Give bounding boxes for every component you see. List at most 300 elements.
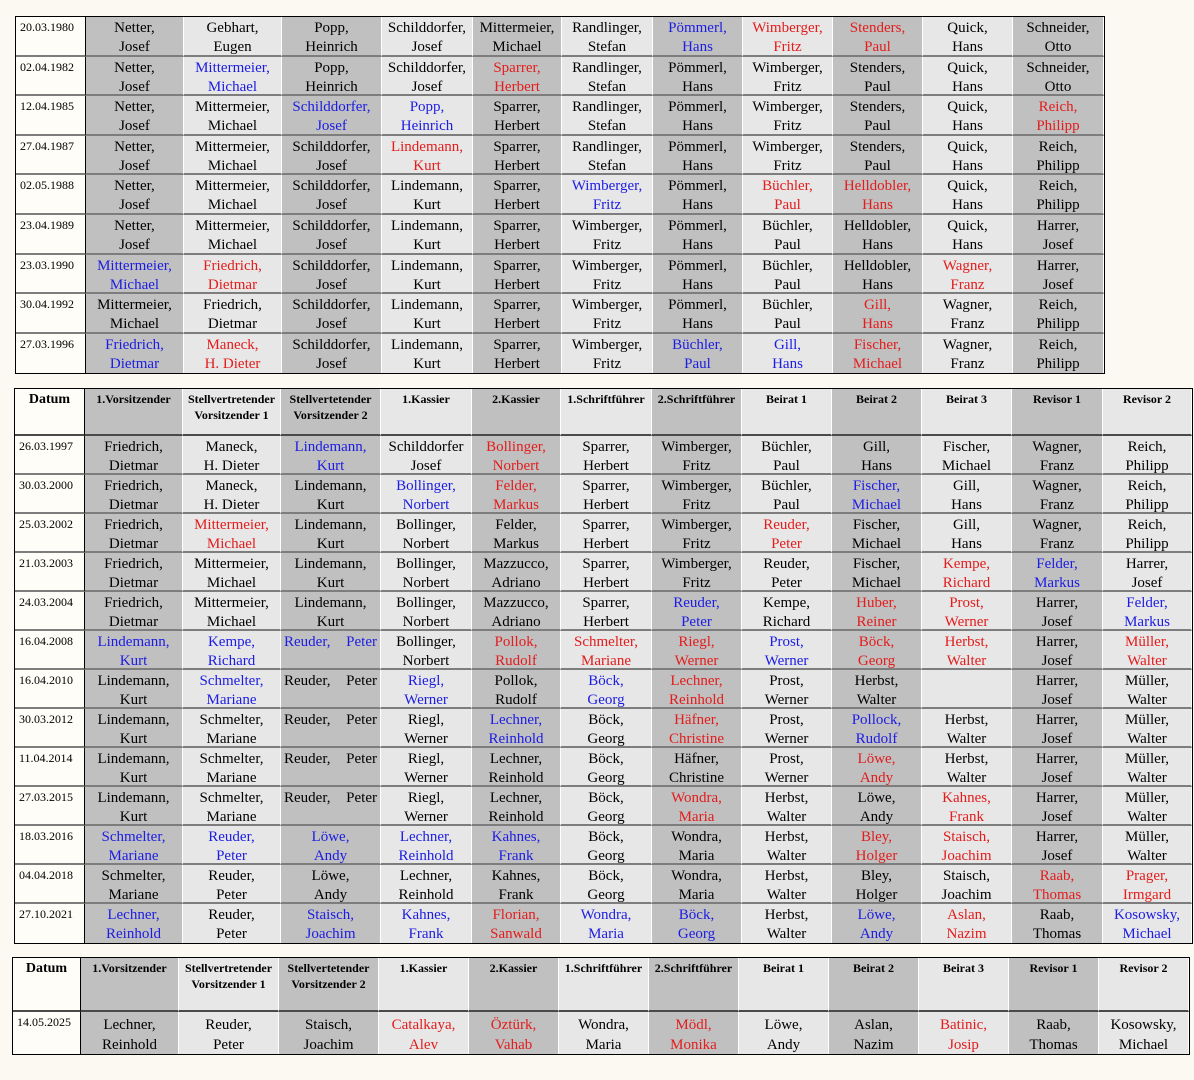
member-surname: Reuder, <box>284 712 331 728</box>
member-surname: Lindemann, <box>390 138 464 155</box>
member-firstname: Franz <box>950 355 985 372</box>
member-firstname: H. Dieter <box>203 497 260 513</box>
member-cell <box>653 17 743 57</box>
member-surname: Popp, <box>409 99 445 116</box>
member-surname: Bollinger, <box>396 556 456 572</box>
member-cell <box>562 294 653 334</box>
member-surname: Lindemann, <box>294 556 367 572</box>
header-row <box>13 958 1189 1012</box>
member-firstname: Maria <box>588 926 624 942</box>
member-cell <box>653 175 743 215</box>
column-header <box>472 389 561 436</box>
member-firstname: Herbert <box>494 157 540 174</box>
member-cell <box>379 1012 469 1054</box>
member-firstname: Herbert <box>494 118 540 135</box>
member-firstname: Frank <box>949 809 984 825</box>
member-cell <box>562 215 653 255</box>
member-surname: Riegl, <box>678 634 715 650</box>
member-cell <box>382 96 473 136</box>
member-firstname: Norbert <box>492 458 540 474</box>
member-surname: Staisch, <box>942 829 991 845</box>
member-firstname: Josef <box>316 355 347 372</box>
member-firstname: Josef <box>316 236 347 253</box>
member-surname: Löwe, <box>857 790 896 806</box>
member-firstname: Werner <box>404 770 448 786</box>
member-surname: Schilddorfer, <box>292 217 371 234</box>
member-surname: Lindemann, <box>390 297 464 314</box>
member-surname: Böck, <box>588 712 624 728</box>
member-cell <box>85 748 183 787</box>
member-firstname: Heinrich <box>305 39 358 55</box>
member-cell <box>1012 553 1103 592</box>
member-surname: Sparrer, <box>582 439 630 455</box>
member-cell <box>832 436 922 475</box>
column-header-label: 1.Vorsitzender <box>92 961 167 975</box>
member-surname: Friedrich, <box>105 336 164 353</box>
member-surname: Staisch, <box>304 1017 353 1033</box>
member-cell <box>1013 17 1104 57</box>
member-surname: Schilddorfer, <box>387 20 467 36</box>
date-cell: 30.03.2000 <box>15 475 85 514</box>
member-firstname: Michael <box>207 78 258 95</box>
member-cell <box>469 1012 559 1054</box>
member-firstname: Dietmar <box>108 497 159 513</box>
member-firstname: Andy <box>313 887 348 903</box>
member-firstname: Adriano <box>491 575 541 591</box>
member-firstname: Josef <box>119 118 150 135</box>
member-cell <box>1012 631 1103 670</box>
member-surname: Wagner, <box>942 336 993 353</box>
member-cell <box>472 787 561 826</box>
member-firstname: Franz <box>1039 497 1075 513</box>
member-firstname: Peter <box>216 926 247 942</box>
member-surname: Helldobler, <box>843 257 912 274</box>
member-surname: Quick, <box>947 20 988 36</box>
member-cell <box>85 592 183 631</box>
member-surname: Öztürk, <box>490 1017 537 1033</box>
member-surname: Gill, <box>863 297 892 314</box>
member-surname: Wimberger, <box>661 556 732 572</box>
member-surname: Kahnes, <box>942 790 991 806</box>
member-surname: Lechner, <box>399 868 453 884</box>
member-firstname: Michael <box>207 197 258 214</box>
member-cell <box>279 1012 379 1054</box>
date-cell: 23.04.1989 <box>16 215 86 255</box>
member-surname: Sparrer, <box>493 178 541 195</box>
member-firstname: Dietmar <box>108 536 159 552</box>
member-firstname: Michael <box>207 118 258 135</box>
member-surname: Quick, <box>947 59 988 76</box>
member-cell <box>833 17 923 57</box>
member-cell <box>832 709 922 748</box>
board-table-1997-2021 <box>14 388 1193 944</box>
member-firstname: Josip <box>948 1037 979 1053</box>
member-firstname: Peter <box>346 751 377 767</box>
column-header <box>652 389 742 436</box>
member-cell <box>381 748 472 787</box>
member-cell <box>472 670 561 709</box>
member-surname: Herbst, <box>764 790 809 806</box>
member-surname: Herbst, <box>764 907 809 923</box>
table-row <box>16 255 1104 295</box>
member-cell <box>282 294 382 334</box>
member-surname: Lindemann, <box>97 712 170 728</box>
member-surname: Reuder, <box>763 556 810 572</box>
member-surname: Quick, <box>947 99 988 116</box>
member-firstname: Irmgard <box>1122 887 1172 903</box>
member-cell <box>282 334 382 374</box>
member-surname: Büchler, <box>762 178 813 195</box>
member-firstname: Fritz <box>592 316 622 333</box>
date-cell: 11.04.2014 <box>15 748 85 787</box>
member-firstname: Fritz <box>592 355 622 372</box>
member-firstname: Hans <box>952 236 983 253</box>
member-cell <box>923 57 1013 97</box>
member-surname: Lechner, <box>670 673 723 689</box>
member-surname: Schilddorfer, <box>292 178 371 195</box>
member-surname: Lindemann, <box>390 257 464 274</box>
member-cell <box>561 553 652 592</box>
member-firstname: Andy <box>766 1037 801 1053</box>
member-surname: Reuder, <box>763 517 810 533</box>
column-header <box>561 389 652 436</box>
member-firstname: Peter <box>346 673 377 689</box>
member-surname: Felder, <box>495 517 537 533</box>
member-surname: Mittermeier, <box>194 595 269 611</box>
member-surname: Maneck, <box>205 478 258 494</box>
member-cell <box>1009 1012 1099 1054</box>
member-surname: Reuder, <box>284 790 331 806</box>
member-surname: Aslan, <box>947 907 986 923</box>
member-cell <box>652 592 742 631</box>
member-cell <box>561 631 652 670</box>
member-firstname: Otto <box>1044 78 1072 95</box>
column-header-label: Revisor 2 <box>1122 392 1172 406</box>
member-firstname: Peter <box>216 887 247 903</box>
member-surname: Häfner, <box>674 751 719 767</box>
member-cell <box>281 631 381 670</box>
member-firstname: Mariane <box>581 653 631 669</box>
member-firstname: Josef <box>119 39 150 55</box>
member-firstname: Werner <box>404 731 448 747</box>
member-firstname: Walter <box>1127 770 1167 786</box>
member-firstname: Fritz <box>592 236 622 253</box>
table-row <box>15 514 1192 553</box>
member-firstname: Kurt <box>413 276 441 293</box>
member-cell <box>1103 475 1192 514</box>
member-firstname: Michael <box>941 458 992 474</box>
member-cell <box>473 96 562 136</box>
member-firstname: Herbert <box>494 78 540 95</box>
member-surname: Pollok, <box>494 634 538 650</box>
column-header <box>469 958 559 1012</box>
member-cell <box>832 631 922 670</box>
member-surname: Lindemann, <box>390 336 464 353</box>
member-cell <box>381 865 472 904</box>
member-cell <box>561 709 652 748</box>
date-cell: 27.04.1987 <box>16 136 86 176</box>
member-cell <box>923 175 1013 215</box>
member-firstname: Philipp <box>1036 355 1080 372</box>
member-firstname: Josef <box>119 197 150 214</box>
member-firstname: Norbert <box>402 536 450 552</box>
member-cell <box>85 631 183 670</box>
member-surname: Lindemann, <box>294 478 367 494</box>
member-firstname: Stefan <box>587 78 627 95</box>
member-cell <box>85 904 183 943</box>
member-firstname: Paul <box>684 355 711 372</box>
member-firstname: Dietmar <box>108 458 159 474</box>
member-surname: Wondra, <box>671 790 722 806</box>
table-row <box>15 670 1192 709</box>
member-firstname: Frank <box>498 887 534 903</box>
member-firstname: Norbert <box>402 653 450 669</box>
column-header-label: 1.Schriftführer <box>567 392 645 406</box>
member-cell <box>923 334 1013 374</box>
member-firstname: Reinhold <box>488 731 544 747</box>
member-cell <box>183 904 281 943</box>
member-surname: Löwe, <box>311 868 350 884</box>
member-surname: Reich, <box>1038 99 1078 116</box>
member-surname: Böck, <box>588 829 624 845</box>
member-surname: Pömmerl, <box>668 217 727 234</box>
member-firstname: Franz <box>1039 458 1075 474</box>
member-surname: Wimberger, <box>752 138 823 155</box>
member-surname: Popp, <box>314 20 349 36</box>
member-cell <box>1012 592 1103 631</box>
table-row <box>15 787 1192 826</box>
member-surname: Wagner, <box>1032 478 1082 494</box>
column-header-label: Revisor 1 <box>1029 961 1078 975</box>
member-cell <box>653 334 743 374</box>
member-cell <box>473 136 562 176</box>
member-firstname: Markus <box>493 497 539 513</box>
member-cell <box>281 865 381 904</box>
member-surname: Prost, <box>769 751 804 767</box>
member-firstname: Kurt <box>316 497 345 513</box>
member-firstname: Herbert <box>494 276 540 293</box>
member-surname: Lechner, <box>107 907 160 923</box>
member-cell <box>1103 631 1192 670</box>
member-surname: Wondra, <box>578 1017 629 1033</box>
member-firstname: Hans <box>772 355 803 372</box>
member-surname: Lindemann, <box>97 673 170 689</box>
member-surname: Mazzucco, <box>483 556 549 572</box>
member-surname: Sparrer, <box>493 138 541 155</box>
member-surname: Quick, <box>947 178 988 195</box>
member-surname: Mittermeier, <box>195 138 270 155</box>
column-header <box>179 958 279 1012</box>
member-cell <box>922 748 1012 787</box>
member-firstname: Christine <box>669 731 724 747</box>
member-surname: Sparrer, <box>493 99 541 116</box>
member-surname: Raab, <box>1039 907 1075 923</box>
member-cell <box>833 175 923 215</box>
member-cell <box>1013 255 1104 295</box>
member-firstname: Kurt <box>119 653 148 669</box>
member-firstname: Christine <box>669 770 724 786</box>
member-surname: Fischer, <box>852 517 901 533</box>
table-row <box>15 436 1192 475</box>
member-cell <box>472 748 561 787</box>
member-surname: Böck, <box>588 790 624 806</box>
member-cell <box>561 436 652 475</box>
member-firstname: Kurt <box>413 236 441 253</box>
member-cell <box>183 709 281 748</box>
member-firstname: Thomas <box>1032 887 1082 903</box>
member-firstname: Stefan <box>587 157 627 174</box>
member-surname: Büchler, <box>761 478 812 494</box>
member-surname: Batinic, <box>939 1017 988 1033</box>
member-firstname: Norbert <box>402 614 450 630</box>
member-firstname: Josef <box>1041 614 1073 630</box>
member-firstname: Maria <box>585 1037 622 1053</box>
member-firstname: Peter <box>771 536 802 552</box>
member-cell <box>743 57 833 97</box>
member-cell <box>742 904 832 943</box>
member-surname: Quick, <box>947 138 988 155</box>
member-surname: Häfner, <box>674 712 719 728</box>
column-header <box>829 958 919 1012</box>
member-surname: Wimberger, <box>752 59 823 76</box>
member-surname: Netter, <box>114 20 155 36</box>
member-cell <box>832 592 922 631</box>
member-firstname: Kurt <box>316 536 345 552</box>
member-surname: Friedrich, <box>104 439 163 455</box>
member-surname: Lindemann, <box>294 517 367 533</box>
member-surname: Löwe, <box>764 1017 803 1033</box>
member-surname: Mittermeier, <box>479 20 555 36</box>
header-row <box>15 389 1192 436</box>
member-cell <box>923 96 1013 136</box>
member-surname: Felder, <box>1126 595 1168 611</box>
member-firstname: Mariane <box>108 887 159 903</box>
member-firstname: Hans <box>952 157 983 174</box>
member-cell <box>561 787 652 826</box>
column-header-label: Beirat 1 <box>763 961 804 975</box>
member-firstname: Richard <box>762 614 811 630</box>
member-cell <box>473 255 562 295</box>
member-cell <box>922 631 1012 670</box>
member-surname: Friedrich, <box>203 297 262 314</box>
member-firstname: Rudolf <box>495 653 537 669</box>
member-cell <box>652 475 742 514</box>
member-cell <box>562 17 653 57</box>
member-firstname: Andy <box>859 809 894 825</box>
member-firstname: Franz <box>1039 536 1075 552</box>
member-cell <box>472 514 561 553</box>
member-surname: Raab, <box>1039 868 1075 884</box>
member-cell <box>1012 670 1103 709</box>
member-cell <box>922 826 1012 865</box>
member-surname: Kempe, <box>207 634 256 650</box>
member-cell <box>653 215 743 255</box>
member-cell <box>85 670 183 709</box>
member-firstname: Walter <box>766 926 807 942</box>
member-firstname: Paul <box>864 78 891 95</box>
member-cell <box>183 670 281 709</box>
column-header-label: Vorsitzender 2 <box>293 408 368 422</box>
member-cell <box>832 475 922 514</box>
member-cell <box>183 553 281 592</box>
member-firstname: Werner <box>764 731 809 747</box>
member-firstname: Michael <box>206 614 257 630</box>
member-cell <box>742 436 832 475</box>
board-table-1980-1996 <box>15 16 1105 374</box>
member-cell <box>85 436 183 475</box>
date-cell: 18.03.2016 <box>15 826 85 865</box>
member-surname: Lindemann, <box>390 217 464 234</box>
member-firstname: Norbert <box>402 497 450 513</box>
member-cell <box>183 748 281 787</box>
member-cell <box>183 631 281 670</box>
member-cell <box>652 631 742 670</box>
member-firstname: Hans <box>862 276 893 293</box>
table-row <box>15 826 1192 865</box>
member-firstname: Georg <box>587 692 625 708</box>
member-cell <box>742 592 832 631</box>
column-header-label: Stellvertetender <box>287 961 370 975</box>
member-firstname: Michael <box>852 355 903 372</box>
member-cell <box>86 294 184 334</box>
member-firstname: Peter <box>346 790 377 806</box>
date-cell: 02.04.1982 <box>16 57 86 97</box>
member-firstname: Fritz <box>773 78 802 95</box>
column-header <box>379 958 469 1012</box>
member-surname: Harrer, <box>1035 673 1079 689</box>
member-firstname: Walter <box>1127 848 1167 864</box>
column-header-label: Beirat 2 <box>853 961 894 975</box>
member-cell <box>281 904 381 943</box>
table-row <box>16 96 1104 136</box>
member-firstname: Kurt <box>316 614 345 630</box>
table-row <box>16 294 1104 334</box>
member-firstname: Andy <box>313 848 348 864</box>
member-firstname: Josef <box>1042 236 1074 253</box>
member-cell <box>561 826 652 865</box>
member-surname: Pömmerl, <box>668 257 727 274</box>
member-firstname: Otto <box>1044 39 1072 55</box>
member-cell <box>742 826 832 865</box>
member-firstname: Dietmar <box>108 614 159 630</box>
member-cell <box>281 826 381 865</box>
column-header-label: Beirat 2 <box>856 392 897 406</box>
member-firstname: Fritz <box>773 157 802 174</box>
member-cell <box>81 1012 179 1054</box>
date-cell: 27.03.1996 <box>16 334 86 374</box>
member-cell <box>652 436 742 475</box>
member-surname: Schilddorfer, <box>292 257 371 274</box>
member-surname: Lechner, <box>489 790 543 806</box>
member-cell <box>86 175 184 215</box>
member-surname: Catalkaya, <box>391 1017 456 1033</box>
member-cell <box>832 826 922 865</box>
member-surname: Helldobler, <box>843 217 912 234</box>
member-firstname: Peter <box>681 614 712 630</box>
member-cell <box>919 1012 1009 1054</box>
member-cell <box>382 255 473 295</box>
member-surname: Lindemann, <box>97 790 170 806</box>
member-firstname: Joachim <box>941 848 992 864</box>
column-header <box>1012 389 1103 436</box>
date-cell: 24.03.2004 <box>15 592 85 631</box>
member-firstname: Josef <box>119 78 150 95</box>
member-cell <box>653 96 743 136</box>
member-surname: Böck, <box>588 868 624 884</box>
member-surname: Friedrich, <box>104 595 163 611</box>
member-surname: Mittermeier, <box>195 217 270 234</box>
member-firstname: Walter <box>856 692 897 708</box>
